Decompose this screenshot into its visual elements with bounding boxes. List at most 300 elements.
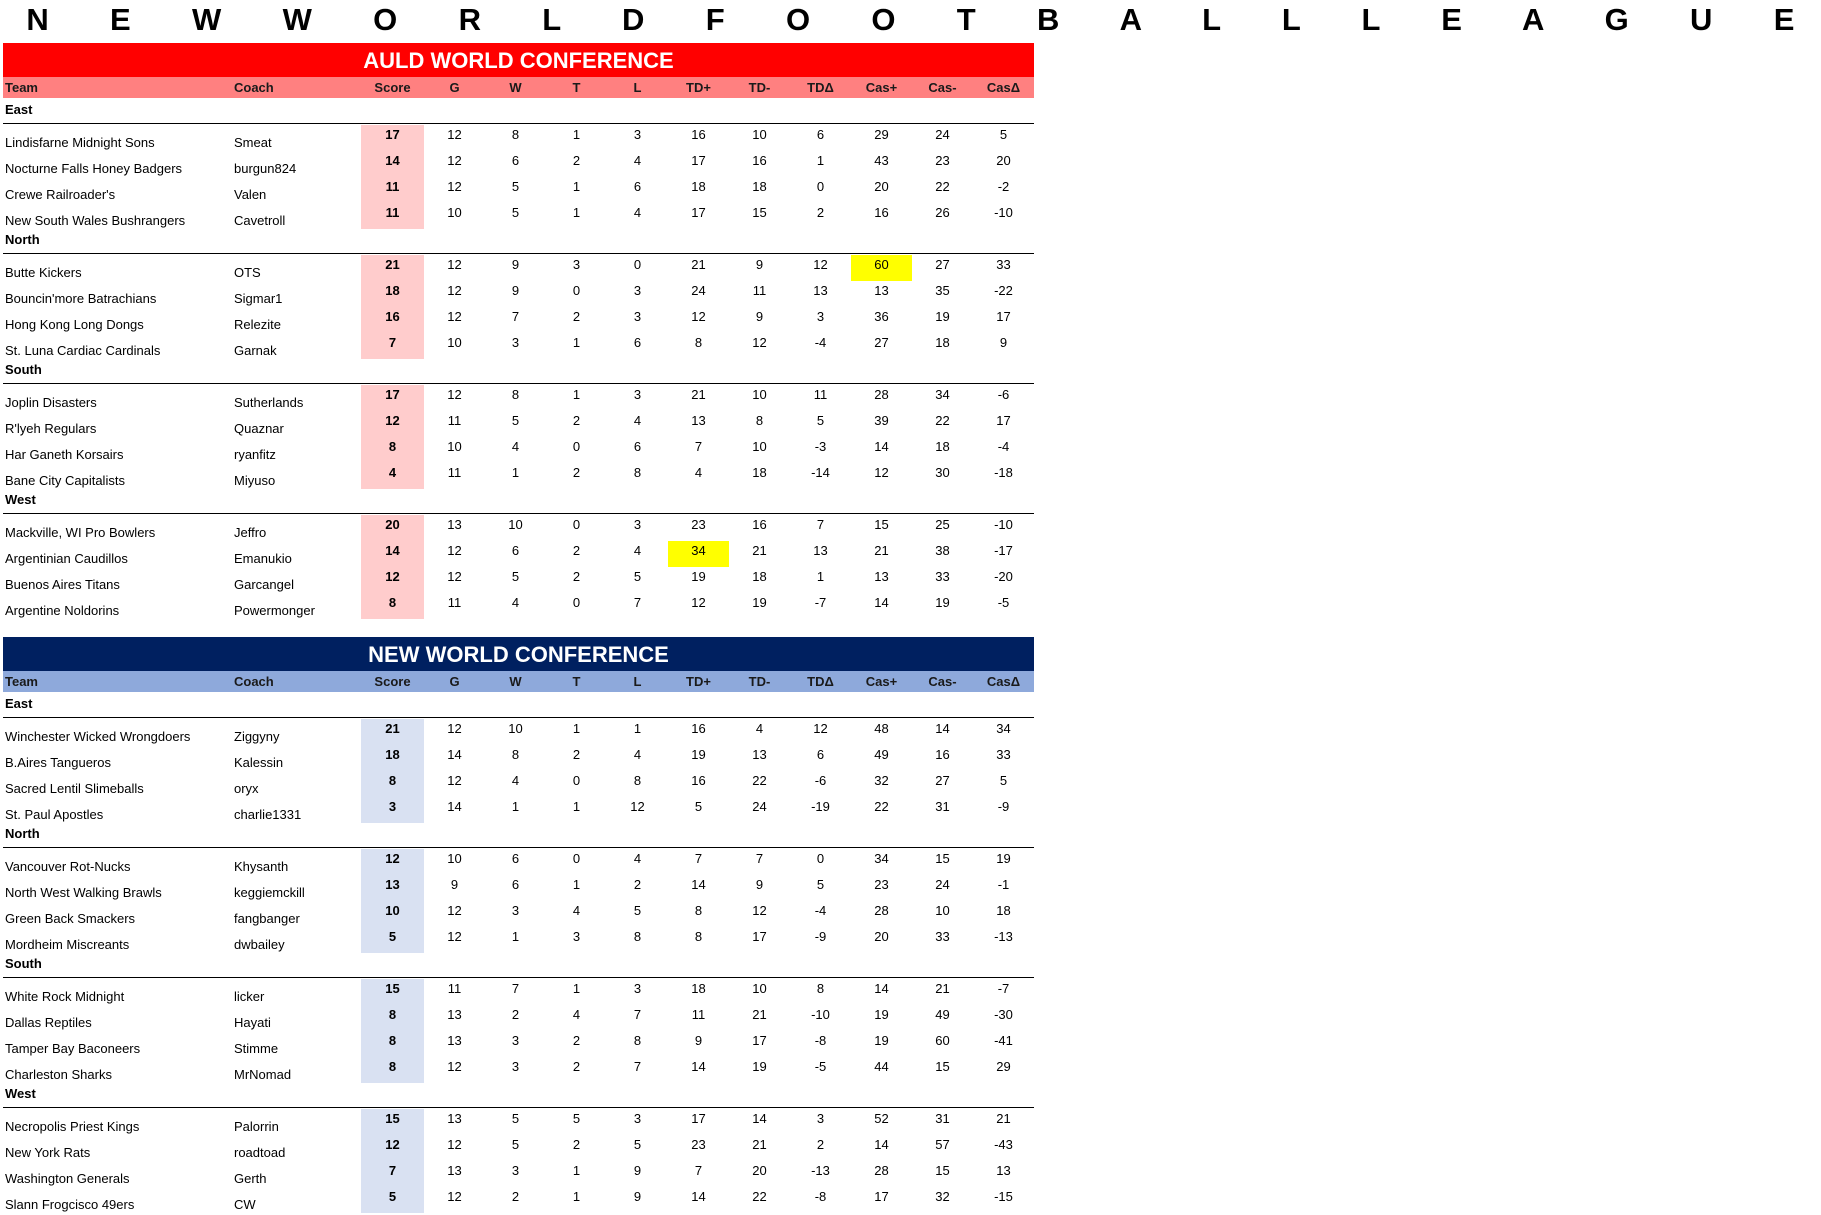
ties-cell: 2: [572, 309, 581, 324]
score-cell: 12: [361, 411, 424, 437]
td-for-cell: 23: [691, 1137, 706, 1152]
team-name: New South Wales Bushrangers: [5, 213, 186, 228]
cas-diff-cell: -4: [997, 439, 1010, 454]
table-row: [3, 1031, 1034, 1057]
wins-cell: 10: [508, 721, 523, 736]
td-against-cell: 8: [755, 413, 764, 428]
games-cell: 12: [447, 179, 462, 194]
td-for-cell: 16: [691, 773, 706, 788]
wins-cell: 5: [511, 179, 520, 194]
score-cell: 17: [361, 385, 424, 411]
cas-for-cell: 36: [874, 309, 889, 324]
td-diff-cell: 6: [816, 127, 825, 142]
cas-diff-cell: 9: [999, 335, 1008, 350]
games-cell: 13: [447, 1163, 462, 1178]
col-header-games: G: [449, 674, 460, 689]
ties-cell: 1: [572, 799, 581, 814]
coach-name: CW: [234, 1197, 256, 1212]
ties-cell: 2: [572, 153, 581, 168]
td-diff-cell: 5: [816, 877, 825, 892]
cas-against-cell: 33: [935, 569, 950, 584]
cas-for-cell: 15: [874, 517, 889, 532]
td-diff-cell: -4: [814, 335, 827, 350]
td-for-cell: 8: [694, 903, 703, 918]
score-cell: 18: [361, 281, 424, 307]
cas-against-cell: 60: [935, 1033, 950, 1048]
ties-cell: 0: [572, 283, 581, 298]
games-cell: 12: [447, 903, 462, 918]
team-name: Argentinian Caudillos: [5, 551, 128, 566]
td-against-cell: 18: [752, 179, 767, 194]
table-row: [3, 771, 1034, 797]
wins-cell: 6: [511, 877, 520, 892]
table-row: [3, 333, 1034, 359]
cas-against-cell: 24: [935, 877, 950, 892]
cas-diff-cell: 17: [996, 309, 1011, 324]
td-diff-cell: 13: [813, 543, 828, 558]
team-name: Bane City Capitalists: [5, 473, 125, 488]
score-cell: 7: [361, 1161, 424, 1187]
games-cell: 13: [447, 1007, 462, 1022]
ties-cell: 1: [572, 721, 581, 736]
td-against-cell: 10: [752, 439, 767, 454]
col-header-td-diff: TDΔ: [807, 80, 834, 95]
coach-name: oryx: [234, 781, 259, 796]
ties-cell: 2: [572, 1033, 581, 1048]
cas-for-cell: 13: [874, 283, 889, 298]
td-diff-cell: 11: [813, 387, 828, 402]
coach-name: roadtoad: [234, 1145, 286, 1160]
col-header-td-for: TD+: [686, 674, 711, 689]
team-name: Har Ganeth Korsairs: [5, 447, 124, 462]
ties-cell: 2: [572, 543, 581, 558]
cas-for-cell: 39: [874, 413, 889, 428]
games-cell: 12: [447, 1059, 462, 1074]
cas-for-cell: 29: [874, 127, 889, 142]
coach-name: Stimme: [234, 1041, 279, 1056]
cas-diff-cell: -15: [994, 1189, 1013, 1204]
losses-cell: 3: [633, 309, 642, 324]
cas-against-cell: 38: [935, 543, 950, 558]
cas-against-cell: 18: [935, 439, 950, 454]
td-for-cell: 5: [694, 799, 703, 814]
coach-name: burgun824: [234, 161, 297, 176]
wins-cell: 5: [511, 569, 520, 584]
coach-name: Hayati: [234, 1015, 271, 1030]
col-header-team: Team: [5, 80, 38, 95]
col-header-cas-diff: CasΔ: [986, 80, 1021, 95]
cas-for-cell: 21: [874, 543, 889, 558]
coach-name: fangbanger: [234, 911, 300, 926]
td-diff-cell: 13: [813, 283, 828, 298]
td-diff-cell: 2: [816, 205, 825, 220]
table-row: [3, 979, 1034, 1005]
ties-cell: 2: [572, 747, 581, 762]
wins-cell: 4: [511, 439, 520, 454]
ties-cell: 1: [572, 205, 581, 220]
td-against-cell: 13: [752, 747, 767, 762]
wins-cell: 5: [511, 205, 520, 220]
td-against-cell: 10: [752, 127, 767, 142]
td-diff-cell: 3: [816, 309, 825, 324]
losses-cell: 4: [633, 153, 642, 168]
cas-against-cell: 22: [935, 413, 950, 428]
td-for-cell: 21: [691, 257, 706, 272]
cas-for-cell: 22: [874, 799, 889, 814]
col-header-cas-diff: CasΔ: [986, 674, 1021, 689]
wins-cell: 5: [511, 413, 520, 428]
team-name: Washington Generals: [5, 1171, 130, 1186]
division-separator: [3, 717, 1034, 718]
table-row: [3, 927, 1034, 953]
new-world-conference-banner: NEW WORLD CONFERENCE: [3, 637, 1034, 671]
coach-name: Quaznar: [234, 421, 284, 436]
coach-name: Sigmar1: [234, 291, 283, 306]
coach-name: Relezite: [234, 317, 281, 332]
division-separator: [3, 123, 1034, 124]
cas-diff-cell: -30: [994, 1007, 1013, 1022]
division-separator: [3, 383, 1034, 384]
wins-cell: 3: [511, 1033, 520, 1048]
score-cell: 21: [361, 719, 424, 745]
division-separator: [3, 1107, 1034, 1108]
table-row: [3, 745, 1034, 771]
wins-cell: 6: [511, 543, 520, 558]
losses-cell: 12: [630, 799, 645, 814]
team-name: Mackville, WI Pro Bowlers: [5, 525, 156, 540]
col-header-td-for: TD+: [686, 80, 711, 95]
table-row: [3, 1057, 1034, 1083]
table-row: [3, 541, 1034, 567]
td-diff-cell: -9: [814, 929, 827, 944]
losses-cell: 8: [633, 465, 642, 480]
cas-for-cell: 43: [874, 153, 889, 168]
score-cell: 18: [361, 745, 424, 771]
table-row: [3, 849, 1034, 875]
score-cell: 4: [361, 463, 424, 489]
table-row: [3, 1109, 1034, 1135]
cas-diff-cell: -41: [994, 1033, 1013, 1048]
cas-for-cell: 14: [874, 439, 889, 454]
td-diff-cell: 5: [816, 413, 825, 428]
losses-cell: 6: [633, 179, 642, 194]
team-name: Vancouver Rot-Nucks: [5, 859, 131, 874]
cas-for-cell: 17: [874, 1189, 889, 1204]
wins-cell: 3: [511, 1163, 520, 1178]
cas-against-cell: 22: [935, 179, 950, 194]
cas-for-cell: 19: [874, 1033, 889, 1048]
ties-cell: 1: [572, 127, 581, 142]
wins-cell: 8: [511, 127, 520, 142]
games-cell: 12: [447, 257, 462, 272]
losses-cell: 4: [633, 413, 642, 428]
games-cell: 12: [447, 569, 462, 584]
losses-cell: 3: [633, 387, 642, 402]
team-name: Bouncin'more Batrachians: [5, 291, 157, 306]
losses-cell: 3: [633, 127, 642, 142]
cas-against-cell: 34: [935, 387, 950, 402]
td-against-cell: 7: [755, 851, 764, 866]
td-diff-cell: 7: [816, 517, 825, 532]
td-against-cell: 22: [752, 773, 767, 788]
ties-cell: 1: [572, 877, 581, 892]
td-for-cell: 8: [694, 929, 703, 944]
team-name: New York Rats: [5, 1145, 91, 1160]
team-name: Sacred Lentil Slimeballs: [5, 781, 144, 796]
cas-diff-cell: 20: [996, 153, 1011, 168]
cas-against-cell: 30: [935, 465, 950, 480]
td-against-cell: 18: [752, 569, 767, 584]
losses-cell: 4: [633, 851, 642, 866]
games-cell: 10: [447, 851, 462, 866]
td-against-cell: 14: [752, 1111, 767, 1126]
td-diff-cell: 12: [813, 721, 828, 736]
coach-name: keggiemckill: [234, 885, 305, 900]
td-diff-cell: -8: [814, 1033, 827, 1048]
losses-cell: 5: [633, 569, 642, 584]
cas-diff-cell: -5: [997, 595, 1010, 610]
cas-diff-cell: 21: [996, 1111, 1011, 1126]
losses-cell: 6: [633, 439, 642, 454]
td-diff-cell: 1: [816, 569, 825, 584]
td-against-cell: 19: [752, 1059, 767, 1074]
score-cell: 12: [361, 567, 424, 593]
table-row: [3, 411, 1034, 437]
td-against-cell: 4: [755, 721, 764, 736]
td-diff-cell: 12: [813, 257, 828, 272]
auld-division-east: East: [5, 102, 33, 117]
wins-cell: 3: [511, 335, 520, 350]
td-against-cell: 21: [752, 543, 767, 558]
td-against-cell: 9: [755, 257, 764, 272]
cas-diff-cell: -22: [994, 283, 1013, 298]
td-for-cell: 9: [694, 1033, 703, 1048]
games-cell: 13: [447, 1111, 462, 1126]
score-cell: 17: [361, 125, 424, 151]
score-cell: 16: [361, 307, 424, 333]
games-cell: 12: [447, 929, 462, 944]
td-for-cell: 19: [691, 569, 706, 584]
score-cell: 5: [361, 927, 424, 953]
coach-name: Garnak: [234, 343, 277, 358]
new-world-column-header-row: [3, 671, 1034, 692]
score-cell: 11: [361, 177, 424, 203]
team-name: Joplin Disasters: [5, 395, 97, 410]
score-cell: 8: [361, 437, 424, 463]
games-cell: 10: [447, 335, 462, 350]
coach-name: Smeat: [234, 135, 272, 150]
td-diff-cell: -7: [814, 595, 827, 610]
td-against-cell: 10: [752, 981, 767, 996]
table-row: [3, 437, 1034, 463]
table-row: [3, 463, 1034, 489]
games-cell: 11: [447, 413, 462, 428]
td-for-cell: 7: [694, 439, 703, 454]
ties-cell: 2: [572, 1059, 581, 1074]
wins-cell: 8: [511, 747, 520, 762]
score-cell: 8: [361, 593, 424, 619]
new-world-division-south: South: [5, 956, 42, 971]
table-row: [3, 385, 1034, 411]
losses-cell: 8: [633, 1033, 642, 1048]
games-cell: 12: [447, 1189, 462, 1204]
wins-cell: 2: [511, 1007, 520, 1022]
wins-cell: 3: [511, 903, 520, 918]
cas-for-cell: 13: [874, 569, 889, 584]
col-header-ties: T: [572, 674, 581, 689]
losses-cell: 4: [633, 205, 642, 220]
table-row: [3, 203, 1034, 229]
td-against-cell: 18: [752, 465, 767, 480]
team-name: Lindisfarne Midnight Sons: [5, 135, 155, 150]
auld-division-south: South: [5, 362, 42, 377]
td-for-cell: 7: [694, 851, 703, 866]
cas-diff-cell: -10: [994, 517, 1013, 532]
ties-cell: 0: [572, 773, 581, 788]
cas-against-cell: 31: [935, 799, 950, 814]
col-header-cas-against: Cas-: [928, 80, 957, 95]
td-against-cell: 16: [752, 517, 767, 532]
losses-cell: 0: [633, 257, 642, 272]
td-for-cell: 13: [691, 413, 706, 428]
losses-cell: 4: [633, 543, 642, 558]
ties-cell: 3: [572, 257, 581, 272]
losses-cell: 3: [633, 1111, 642, 1126]
cas-for-cell: 52: [874, 1111, 889, 1126]
losses-cell: 3: [633, 981, 642, 996]
ties-cell: 5: [572, 1111, 581, 1126]
ties-cell: 1: [572, 179, 581, 194]
cas-against-cell: 15: [935, 851, 950, 866]
cas-for-cell: 20: [874, 929, 889, 944]
cas-against-cell: 35: [935, 283, 950, 298]
division-separator: [3, 847, 1034, 848]
losses-cell: 6: [633, 335, 642, 350]
coach-name: licker: [234, 989, 265, 1004]
games-cell: 12: [447, 773, 462, 788]
cas-against-cell: 57: [935, 1137, 950, 1152]
cas-against-cell: 19: [935, 595, 950, 610]
losses-cell: 8: [633, 773, 642, 788]
score-cell: 3: [361, 797, 424, 823]
cas-diff-cell: 18: [996, 903, 1011, 918]
games-cell: 10: [447, 205, 462, 220]
td-diff-cell: -3: [814, 439, 827, 454]
cas-for-cell: 32: [874, 773, 889, 788]
table-row: [3, 177, 1034, 203]
table-row: [3, 307, 1034, 333]
losses-cell: 3: [633, 283, 642, 298]
coach-name: Sutherlands: [234, 395, 304, 410]
col-header-ties: T: [572, 80, 581, 95]
coach-name: Miyuso: [234, 473, 276, 488]
ties-cell: 2: [572, 1137, 581, 1152]
losses-cell: 5: [633, 903, 642, 918]
td-for-cell: 16: [691, 721, 706, 736]
td-diff-cell: 0: [816, 851, 825, 866]
cas-diff-cell: -7: [997, 981, 1010, 996]
cas-for-cell: 16: [874, 205, 889, 220]
games-cell: 12: [447, 387, 462, 402]
wins-cell: 9: [511, 257, 520, 272]
col-header-td-against: TD-: [748, 80, 771, 95]
games-cell: 12: [447, 543, 462, 558]
cas-for-cell: 23: [874, 877, 889, 892]
col-header-losses: L: [633, 674, 642, 689]
losses-cell: 9: [633, 1163, 642, 1178]
cas-diff-cell: 34: [996, 721, 1011, 736]
td-diff-cell: -8: [814, 1189, 827, 1204]
td-against-cell: 10: [752, 387, 767, 402]
cas-for-cell: 14: [874, 981, 889, 996]
table-row: [3, 515, 1034, 541]
td-for-cell: 14: [691, 1189, 706, 1204]
losses-cell: 1: [633, 721, 642, 736]
cas-diff-cell: 13: [996, 1163, 1011, 1178]
cas-against-cell: 15: [935, 1059, 950, 1074]
team-name: Butte Kickers: [5, 265, 82, 280]
auld-division-west: West: [5, 492, 36, 507]
division-separator: [3, 977, 1034, 978]
td-for-cell: 4: [694, 465, 703, 480]
td-against-cell: 17: [752, 1033, 767, 1048]
coach-name: Palorrin: [234, 1119, 279, 1134]
losses-cell: 3: [633, 517, 642, 532]
td-diff-cell: 3: [816, 1111, 825, 1126]
cas-diff-cell: 33: [996, 257, 1011, 272]
cas-against-cell: 19: [935, 309, 950, 324]
auld-column-header-row: [3, 77, 1034, 98]
score-cell: 8: [361, 1005, 424, 1031]
td-for-cell: 8: [694, 335, 703, 350]
td-for-cell: 19: [691, 747, 706, 762]
td-diff-cell: -6: [814, 773, 827, 788]
coach-name: Valen: [234, 187, 267, 202]
coach-name: Powermonger: [234, 603, 315, 618]
games-cell: 12: [447, 153, 462, 168]
table-row: [3, 875, 1034, 901]
td-against-cell: 15: [752, 205, 767, 220]
ties-cell: 2: [572, 465, 581, 480]
team-name: Charleston Sharks: [5, 1067, 112, 1082]
team-name: Mordheim Miscreants: [5, 937, 130, 952]
games-cell: 14: [447, 799, 462, 814]
team-name: St. Paul Apostles: [5, 807, 104, 822]
score-cell: 10: [361, 901, 424, 927]
coach-name: Gerth: [234, 1171, 267, 1186]
cas-against-cell: 24: [935, 127, 950, 142]
team-name: Green Back Smackers: [5, 911, 136, 926]
ties-cell: 1: [572, 387, 581, 402]
team-name: Buenos Aires Titans: [5, 577, 120, 592]
losses-cell: 7: [633, 595, 642, 610]
cas-against-cell: 14: [935, 721, 950, 736]
team-name: Slann Frogcisco 49ers: [5, 1197, 135, 1212]
coach-name: Kalessin: [234, 755, 284, 770]
games-cell: 11: [447, 465, 462, 480]
score-cell: 14: [361, 151, 424, 177]
td-against-cell: 17: [752, 929, 767, 944]
score-cell: 21: [361, 255, 424, 281]
td-for-cell: 7: [694, 1163, 703, 1178]
ties-cell: 0: [572, 517, 581, 532]
score-cell: 20: [361, 515, 424, 541]
team-name: Hong Kong Long Dongs: [5, 317, 144, 332]
cas-for-cell: 14: [874, 595, 889, 610]
td-diff-cell: -4: [814, 903, 827, 918]
td-for-cell: 17: [691, 205, 706, 220]
new-world-division-east: East: [5, 696, 33, 711]
